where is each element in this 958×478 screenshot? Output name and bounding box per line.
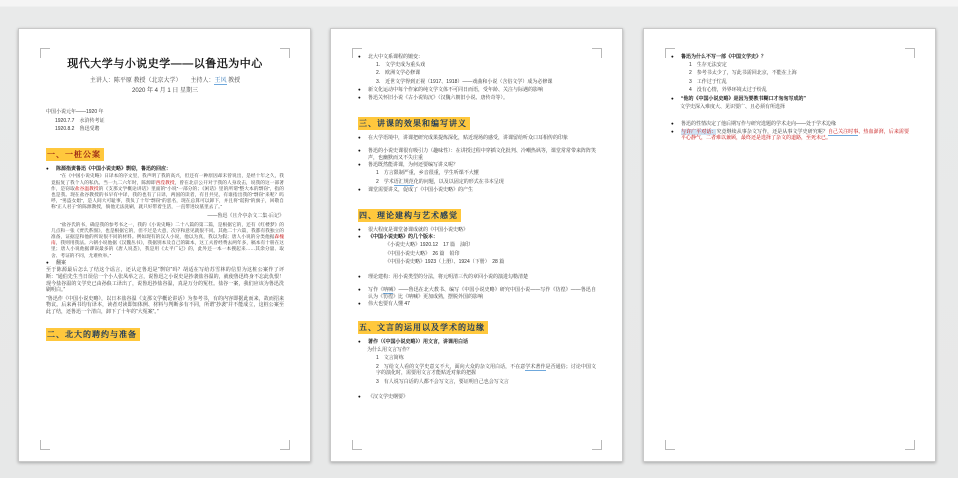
- spacer: [358, 268, 596, 273]
- bullet-marker: ●: [358, 226, 361, 232]
- text-line: 1920.7.7 水浒传考证: [55, 117, 105, 124]
- bullet-text: 北大中文系课程的嬗变：: [368, 54, 424, 60]
- text-segment: ，曾在北京公开对于我的人身攻击，说我的这一部著作，是窃取: [51, 179, 284, 191]
- text-line: 2. 欧洲文学必修课: [376, 70, 421, 77]
- bullet-marker: ●: [671, 121, 674, 127]
- text-line: 1920.8.2 鲁迅受聘: [55, 126, 100, 133]
- page-3-content[interactable]: [671, 53, 909, 447]
- document-page-3[interactable]: [643, 28, 936, 462]
- text-line: 至于陈源最后怎么了结这个谣言，还认定鲁迅是“剽窃”吗？胡适在写给苏雪林的信里为这桩公案作了评断：“通伯先生当日误信一个小人张凤举之言，说鲁迅之小说史是抄袭盐谷温的，就使鲁迅终身不忘此仇恨！现今盐谷温的文学史已由孙俍工译出了，说鲁迅抄盐谷温，真是万分的冤枉。盐谷一案，我们应该为鲁迅洗刷明白。”: [46, 267, 284, 294]
- text-segment: 究竟继续从事杂文写作，还是从事文学史研究呢？: [716, 128, 828, 135]
- bullet-item: [358, 135, 596, 142]
- spacer: [358, 388, 596, 393]
- bullet-marker: ●: [671, 95, 674, 101]
- red-annotated-text: 西滢教授: [155, 179, 175, 185]
- bullet-text: 课堂需要讲义，促成了《中国小说史略》的产生: [368, 187, 474, 194]
- underlined-term: 语汇规范: [393, 178, 414, 185]
- bullet-marker: ●: [358, 148, 361, 154]
- bullet-text: 很大程度是课堂备课成就的《中国小说史略》: [368, 226, 469, 233]
- text-line: 4 没有心情，外界环境太过于纷乱: [689, 87, 767, 94]
- text-line: 中国小说元年——1920 年: [46, 109, 104, 115]
- spacer: [46, 135, 284, 143]
- bullet-marker: ●: [358, 339, 361, 345]
- bullet-text: 理论建构：用小说类型的分法，将元明清三代的章回小说的演进勾勒清楚: [368, 273, 529, 280]
- bullet-marker: ●: [358, 87, 361, 93]
- text-segment: 2 学术: [376, 178, 394, 185]
- date-line: 2020 年 4 月 1 日 星期三: [131, 88, 199, 94]
- underlined-term: 学术著作: [525, 363, 546, 370]
- text-segment: ，我则用我法。六朝小说他据《汉魏丛书》，我据别本及自己的辑本，这工夫曾经费去两年多，稿本有十册在这里；唐人小说他据谬误最多的《唐人说荟》，我是用《太平广记》的，此外还一本一本搜起来……其余分量、取舍、考证的不同，尤难枚举。”: [51, 240, 284, 258]
- text-line: [358, 179, 596, 186]
- bullet-item: [46, 260, 284, 267]
- text-line: “鲁迅作《中国小说史略》，以日本盐谷温《支那文学概论讲话》为参考书，有的内容即据此而来，故而招来物议。后来两书均有译本，读者对读即知体例、材料与判断多有不同，所谓“抄袭”并不能成立，这桩公案至此了结，还鲁迅一个清白，卸下了十年的“大冤案”。”: [46, 295, 284, 315]
- text-line: 3 有人说写白话的人都不会写文言，要证明自己也会写文言: [376, 379, 509, 386]
- text-segment: 2 写给文人看的文学史意义不大，面向大众的杂文用白话，不在意: [376, 363, 526, 370]
- document-page-2[interactable]: [330, 28, 623, 462]
- text-line: 1 文言简练: [376, 355, 404, 362]
- bullet-item: [358, 54, 596, 61]
- bullet-marker: ●: [358, 393, 361, 399]
- bullet-text: “他的《中国小说史略》是因为要教书糊口才匆匆写成的”: [681, 95, 807, 102]
- underlined-term: 呐喊: [383, 287, 394, 294]
- section-heading: 四、理论建构与艺术感觉: [358, 209, 461, 222]
- bullet-text: 翻案: [56, 259, 67, 266]
- quotation-paragraph: [46, 173, 284, 210]
- bullet-item: [358, 339, 596, 346]
- bullet-text: [368, 287, 596, 300]
- bullet-item: [358, 162, 596, 169]
- section-heading-row: [358, 112, 596, 134]
- text-segment: 写作《: [368, 287, 384, 294]
- bullet-text: 鲁迅的小说史课很有吸引力（趣味性）：在讲授过程中穿插文化批判、冷嘲热讽等，课堂常常带来阵阵笑声，也幽默而又不失庄重: [368, 148, 596, 161]
- text-line: 《中国小说史大略》 26 篇 铅印: [385, 250, 460, 257]
- section-heading-row: [358, 204, 596, 226]
- bullet-item: [358, 287, 596, 300]
- spacer: [46, 96, 284, 109]
- spacer: [358, 195, 596, 204]
- section-heading: 三、讲课的效果和编写讲义: [358, 117, 470, 130]
- bullet-text: 著作（《中国小说史略》）用文言，讲课用白话: [368, 339, 469, 346]
- bullet-text: 鲁迅的性情决定了他后期写作与研究选题的学术走向——处于学术边缘: [681, 121, 837, 128]
- text-segment: “在《中国小说史略》日译本的序文里，我声明了我的高兴，但还有一种原因却未曾说出，是经十年之久，我竟报复了我个人的私仇。当一九二六年时，陈源即: [51, 173, 284, 185]
- text-segment: 是否通俗；讨论中国文字的演化时，需要用文言才能贴近对象的把握: [376, 363, 596, 377]
- bullet-text: 陈源指责鲁迅《中国小说史略》剽窃，鲁迅的回应：: [56, 165, 172, 172]
- page-1-content[interactable]: [46, 53, 284, 447]
- text-segment: 的《支那文学概论讲话》里面的“小说”一部分的；《闲话》里的所谓“整大本的剽窃”，指的也是我。现在盐谷教授的书早有中译，我的也有了日译，两国的读者，有目共见，有谁指出我的“剽窃”来呢？呜呼，“男盗女娼”，是人间大可耻事，我负了十年“剽窃”的恶名，现在总算可以卸下，并且将“谎狗”的旗子，回敬自称“正人君子”的陈源教授，倘他无法洗刷，就只好带着生活，一直带进坟墓里去了。”: [51, 185, 284, 210]
- bullet-text: 新文化运动中每个作家的纯文学文体不可同日而语，受年龄、关注与际遇的影响: [368, 87, 544, 94]
- bullet-item: [358, 187, 596, 194]
- text-line: 1. 文学史成为重头戏: [376, 61, 426, 68]
- bullet-text: 在大学语境中，讲课把研究成果提炼深化，贴近现场的感受，讲课留给听众口耳相传的印象: [368, 134, 569, 141]
- bullet-text: [681, 129, 909, 142]
- bullet-item: [671, 121, 909, 128]
- bullet-marker: ●: [358, 273, 361, 279]
- section-heading-row: [46, 323, 284, 345]
- text-segment: 化的问题，以及以固定的形式在书本呈现: [413, 178, 504, 185]
- quotation-paragraph: [46, 222, 284, 259]
- bullet-item: [671, 54, 909, 61]
- bullet-item: [671, 129, 909, 142]
- document-page-1[interactable]: [18, 28, 311, 462]
- bullet-marker: ●: [358, 287, 361, 293]
- underlined-term: 王风: [214, 78, 227, 84]
- text-line: [358, 364, 596, 377]
- text-line: 文学史深入难度大、见识要广、且必须有所选择: [680, 103, 786, 110]
- bullet-marker: ●: [46, 165, 49, 171]
- bullet-marker: ●: [358, 234, 361, 240]
- section-heading: 五、文言的运用以及学术的边缘: [358, 321, 488, 334]
- page-2-content[interactable]: [358, 53, 596, 447]
- section-heading: 二、北大的聘约与准备: [46, 328, 140, 341]
- text-line: 3. 近世文学得到正视（1917、1918）——戏曲和小说（含俗文学）成为必修课: [376, 78, 553, 85]
- bullet-marker: ●: [358, 54, 361, 59]
- bullet-text: 《中国小说史略》的几个版本：: [368, 234, 439, 241]
- red-annotated-text: 盐谷温教授: [74, 185, 99, 191]
- red-annotated-text: 、热血澎湃，后来需要平心静气，二者难以兼顾，最终还是选择了杂文的道路，至死未已。: [681, 128, 909, 142]
- text-line: 1 方言限制严重，乡音很重，学生听课不大懂: [376, 169, 479, 176]
- section-heading-row: [358, 316, 596, 338]
- bullet-marker: ●: [358, 134, 361, 140]
- bullet-item: [358, 274, 596, 281]
- bullet-text: 伟大也要有人懂 47: [368, 301, 410, 308]
- document-title: 现代大学与小说史学——以鲁迅为中心: [67, 58, 263, 70]
- spacer: [671, 112, 909, 120]
- bullet-item: [46, 166, 284, 173]
- bullet-marker: ●: [358, 94, 361, 100]
- bullet-marker: ●: [358, 162, 361, 168]
- bullet-marker: ●: [671, 54, 674, 59]
- text-line: 《小说史大略》1920.12 17 篇 油印: [385, 241, 471, 248]
- text-line: 2 参考书太少了，写此书需回北京，不能在上海: [689, 70, 797, 77]
- text-segment: “盐谷氏的书，确是我的参考书之一，我的《小说史略》二十八篇的第二篇，是根据它的，还有《红楼梦》的几点和一张《贾氏系图》，也是根据它的，但不过是大意，次序和意见就很不同。其他二十六篇，我都有我独立的准备，证据是和他的所说很不同的材料。例如现有的汉人小说，他以为真，我以为假；唐人小说的分类他据: [51, 221, 284, 239]
- bullet-marker: ●: [358, 187, 361, 193]
- bullet-marker: ●: [46, 259, 49, 265]
- bullet-text: 鲁迅为什么不写一部《中国文学史》？: [681, 54, 767, 60]
- section-heading: 一、一桩公案: [46, 148, 104, 161]
- text-line: 3 工作过于忙乱: [689, 78, 727, 85]
- bullet-item: [358, 301, 596, 308]
- red-annotated-text: 森槐南: [51, 234, 284, 246]
- bullet-item: [358, 95, 596, 102]
- bullet-item: [358, 234, 596, 241]
- bullet-item: [358, 227, 596, 234]
- text-line: 为什么用文言写作？: [367, 346, 413, 353]
- spacer: [358, 309, 596, 316]
- section-heading-row: [46, 143, 284, 165]
- bullet-item: [358, 87, 596, 94]
- text-segment: 主讲人：陈平原 教授（北京大学） 主持人：: [89, 78, 215, 84]
- spacer: [358, 281, 596, 286]
- bullet-text: 鲁迅既然能讲课，为何还要编写讲义呢？: [368, 162, 459, 169]
- text-segment: 教授: [226, 78, 241, 84]
- bullet-item: [671, 96, 909, 103]
- bullet-marker: ●: [671, 128, 674, 134]
- red-annotated-text: 与许广平对话：: [681, 128, 717, 135]
- spacer: [358, 103, 596, 112]
- text-line: 《中国小说史略》1923（上册）、1924（下册） 28 篇: [385, 259, 505, 266]
- byline: [46, 75, 284, 84]
- bullet-item: [358, 394, 596, 401]
- spacer: [358, 142, 596, 147]
- bullet-text: 鲁迅关怀旧小说《古小说钩沉》（汉魏六朝旧小说、唐传奇等）。: [368, 94, 509, 101]
- text-line: 1 生存无法安定: [689, 61, 727, 68]
- red-annotated-text: 自己关注时事: [827, 128, 859, 135]
- bullet-text: 《汉文学史纲要》: [368, 393, 409, 400]
- text-segment: 》——鲁迅在北大教书、编写《中国小说史略》研究中国小说——写作《彷徨》——鲁迅自认为《彷徨》比《呐喊》更加成熟，摆脱外国的影响: [368, 287, 596, 300]
- bullet-marker: ●: [358, 301, 361, 307]
- quotation-attribution: ——鲁迅《且介亭杂文二集·后记》: [207, 212, 284, 219]
- bullet-item: [358, 148, 596, 161]
